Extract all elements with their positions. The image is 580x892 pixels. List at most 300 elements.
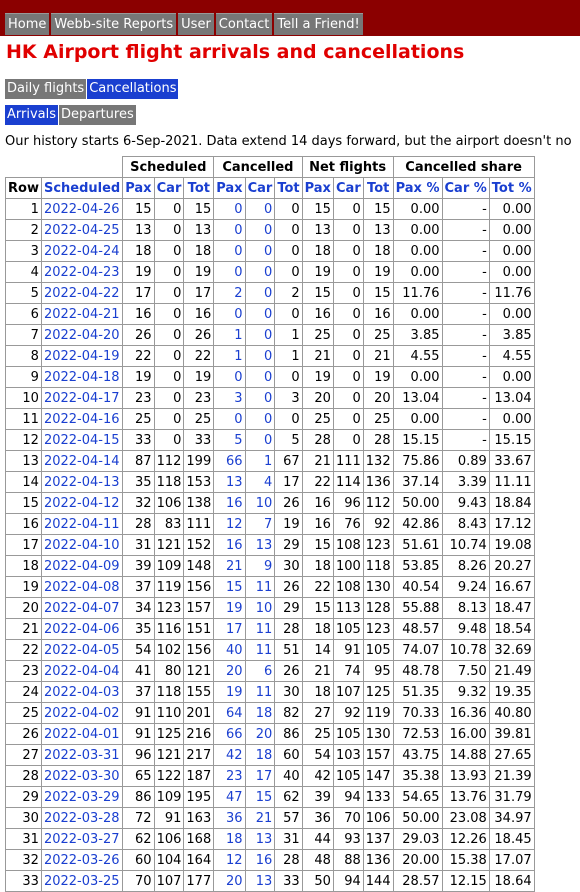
table-cell: [214, 640, 245, 661]
group-cancelled-share: Cancelled share: [393, 157, 534, 178]
table-cell: 19: [184, 262, 214, 283]
table-cell: 13.76: [442, 787, 489, 808]
column-header[interactable]: Pax: [214, 178, 245, 199]
table-cell: 0: [154, 430, 184, 451]
table-cell: [214, 661, 245, 682]
date-link[interactable]: 2022-03-26: [43, 852, 120, 868]
table-cell: 67: [275, 451, 302, 472]
date-link[interactable]: 2022-04-19: [43, 348, 120, 364]
table-cell: 0: [275, 262, 302, 283]
table-cell: 15: [302, 535, 333, 556]
table-cell: 39: [302, 787, 333, 808]
table-cell: 121: [154, 535, 184, 556]
cancelled-link[interactable]: 0: [264, 243, 273, 259]
cancelled-link[interactable]: 0: [234, 411, 243, 427]
cancelled-link[interactable]: 23: [226, 768, 243, 784]
cancelled-link[interactable]: 0: [264, 411, 273, 427]
table-cell: 217: [184, 745, 214, 766]
table-cell: 60: [123, 850, 154, 871]
cancelled-link[interactable]: 0: [264, 201, 273, 217]
table-cell: 0.00: [489, 199, 534, 220]
date-link[interactable]: 2022-04-02: [43, 705, 120, 721]
table-cell: 23: [6, 661, 42, 682]
table-cell: 9.43: [442, 493, 489, 514]
nav-home[interactable]: Home: [5, 13, 49, 35]
table-cell: [214, 367, 245, 388]
date-link[interactable]: 2022-04-03: [43, 684, 120, 700]
table-cell: 83: [154, 514, 184, 535]
table-cell: 17: [275, 472, 302, 493]
table-cell: 70: [123, 871, 154, 892]
table-cell: 0: [333, 409, 363, 430]
table-cell: [245, 556, 275, 577]
cancelled-link[interactable]: 18: [255, 705, 273, 721]
date-link[interactable]: 2022-03-30: [43, 768, 120, 784]
table-cell: 0: [154, 199, 184, 220]
column-header[interactable]: Tot: [275, 178, 302, 199]
table-cell: 164: [184, 850, 214, 871]
column-header[interactable]: Car: [333, 178, 363, 199]
table-cell: [214, 346, 245, 367]
cancelled-link[interactable]: 16: [226, 537, 243, 553]
date-link[interactable]: 2022-04-22: [43, 285, 120, 301]
cancelled-link[interactable]: 0: [264, 306, 273, 322]
cancelled-link[interactable]: 21: [255, 810, 273, 826]
table-cell: 15: [363, 199, 393, 220]
table-cell: [245, 451, 275, 472]
table-cell: 106: [154, 493, 184, 514]
group-cancelled: Cancelled: [214, 157, 302, 178]
table-cell: [245, 724, 275, 745]
table-cell: [41, 640, 122, 661]
date-link[interactable]: 2022-03-29: [43, 789, 120, 805]
table-row: [6, 325, 535, 346]
cancelled-link[interactable]: 13: [255, 831, 273, 847]
cancelled-link[interactable]: 0: [234, 222, 243, 238]
date-link[interactable]: 2022-04-12: [43, 495, 120, 511]
cancelled-link[interactable]: 0: [264, 327, 273, 343]
table-cell: 18.45: [489, 829, 534, 850]
date-link[interactable]: 2022-04-17: [43, 390, 120, 406]
table-cell: 15: [123, 199, 154, 220]
table-cell: [214, 577, 245, 598]
table-cell: 102: [154, 640, 184, 661]
cancelled-link[interactable]: 13: [255, 537, 273, 553]
table-cell: 50: [302, 871, 333, 892]
date-link[interactable]: 2022-04-15: [43, 432, 120, 448]
table-cell: 55.88: [393, 598, 442, 619]
table-cell: 40.80: [489, 703, 534, 724]
tab-departures[interactable]: Departures: [59, 105, 136, 125]
table-cell: 0: [333, 220, 363, 241]
column-header[interactable]: Pax: [123, 178, 154, 199]
cancelled-link[interactable]: 15: [255, 789, 273, 805]
tab-cancellations[interactable]: Cancellations: [87, 79, 178, 99]
table-cell: 19: [363, 367, 393, 388]
table-cell: 17.12: [489, 514, 534, 535]
table-cell: 0: [154, 409, 184, 430]
cancelled-link[interactable]: 0: [234, 201, 243, 217]
cancelled-link[interactable]: 12: [226, 852, 243, 868]
table-cell: [245, 661, 275, 682]
table-row: [6, 367, 535, 388]
table-cell: 0.00: [393, 241, 442, 262]
table-row: [6, 703, 535, 724]
table-cell: 32.69: [489, 640, 534, 661]
table-cell: 48: [302, 850, 333, 871]
table-cell: 92: [363, 514, 393, 535]
column-header[interactable]: Car: [245, 178, 275, 199]
table-cell: -: [442, 430, 489, 451]
date-link[interactable]: 2022-04-14: [43, 453, 120, 469]
table-cell: [245, 283, 275, 304]
table-cell: 19: [123, 367, 154, 388]
cancelled-link[interactable]: 0: [234, 306, 243, 322]
cancelled-link[interactable]: 4: [264, 474, 273, 490]
date-link[interactable]: 2022-04-10: [43, 537, 120, 553]
table-cell: 75.86: [393, 451, 442, 472]
date-link[interactable]: 2022-04-24: [43, 243, 120, 259]
table-cell: 125: [154, 724, 184, 745]
cancelled-link[interactable]: 66: [226, 453, 243, 469]
table-cell: 0.00: [393, 220, 442, 241]
date-link[interactable]: 2022-04-16: [43, 411, 120, 427]
column-header[interactable]: Tot: [363, 178, 393, 199]
nav-tell-a-friend[interactable]: Tell a Friend!: [274, 13, 362, 35]
table-row: [6, 430, 535, 451]
table-cell: 147: [363, 766, 393, 787]
table-cell: 12.15: [442, 871, 489, 892]
column-header[interactable]: Tot %: [489, 178, 534, 199]
table-cell: -: [442, 220, 489, 241]
table-cell: 3.85: [393, 325, 442, 346]
table-cell: 28: [275, 850, 302, 871]
table-cell: 18.64: [489, 871, 534, 892]
column-header[interactable]: Tot: [184, 178, 214, 199]
table-cell: 29.03: [393, 829, 442, 850]
date-link[interactable]: 2022-04-25: [43, 222, 120, 238]
table-cell: [214, 766, 245, 787]
date-link[interactable]: 2022-04-09: [43, 558, 120, 574]
table-cell: [214, 787, 245, 808]
table-cell: 37.14: [393, 472, 442, 493]
table-cell: 3: [275, 388, 302, 409]
table-cell: 20.00: [393, 850, 442, 871]
table-row: [6, 304, 535, 325]
cancelled-link[interactable]: 11: [255, 642, 273, 658]
table-cell: -: [442, 262, 489, 283]
table-cell: 157: [184, 598, 214, 619]
table-cell: 31: [6, 829, 42, 850]
cancelled-link[interactable]: 16: [255, 852, 273, 868]
table-cell: 16.00: [442, 724, 489, 745]
table-cell: 94: [333, 787, 363, 808]
table-cell: 130: [363, 577, 393, 598]
column-header: Row: [6, 178, 42, 199]
cancelled-link[interactable]: 13: [226, 474, 243, 490]
cancelled-link[interactable]: 0: [234, 243, 243, 259]
table-cell: 80: [154, 661, 184, 682]
table-cell: 18: [6, 556, 42, 577]
table-row: [6, 556, 535, 577]
table-cell: 88: [333, 850, 363, 871]
table-cell: 34: [123, 598, 154, 619]
cancelled-link[interactable]: 1: [234, 327, 243, 343]
table-cell: 0: [275, 304, 302, 325]
date-link[interactable]: 2022-04-18: [43, 369, 120, 385]
cancelled-link[interactable]: 19: [226, 600, 243, 616]
cancelled-link[interactable]: 15: [226, 579, 243, 595]
table-cell: 20: [363, 388, 393, 409]
table-cell: 18: [184, 241, 214, 262]
date-link[interactable]: 2022-04-13: [43, 474, 120, 490]
table-cell: 50.00: [393, 808, 442, 829]
cancelled-link[interactable]: 40: [226, 642, 243, 658]
column-header[interactable]: Car %: [442, 178, 489, 199]
table-cell: 13.93: [442, 766, 489, 787]
cancelled-link[interactable]: 21: [226, 558, 243, 574]
nav-contact[interactable]: Contact: [216, 13, 273, 35]
table-cell: 70: [333, 808, 363, 829]
cancelled-link[interactable]: 0: [264, 264, 273, 280]
cancelled-link[interactable]: 64: [226, 705, 243, 721]
column-header[interactable]: Pax %: [393, 178, 442, 199]
date-link[interactable]: 2022-04-20: [43, 327, 120, 343]
table-cell: 18.84: [489, 493, 534, 514]
cancelled-link[interactable]: 11: [255, 579, 273, 595]
cancelled-link[interactable]: 0: [264, 390, 273, 406]
table-cell: 23.08: [442, 808, 489, 829]
table-cell: 112: [154, 451, 184, 472]
table-cell: 19: [363, 262, 393, 283]
table-cell: 21: [363, 346, 393, 367]
table-cell: [41, 661, 122, 682]
cancelled-link[interactable]: 0: [234, 369, 243, 385]
tab-daily-flights[interactable]: Daily flights: [5, 79, 86, 99]
cancelled-link[interactable]: 13: [255, 873, 273, 889]
table-cell: [214, 808, 245, 829]
cancelled-link[interactable]: 2: [234, 285, 243, 301]
table-cell: 201: [184, 703, 214, 724]
date-link[interactable]: 2022-04-01: [43, 726, 120, 742]
table-cell: 0: [275, 409, 302, 430]
table-cell: [214, 388, 245, 409]
table-cell: 74.07: [393, 640, 442, 661]
table-cell: 13: [6, 451, 42, 472]
date-link[interactable]: 2022-03-27: [43, 831, 120, 847]
table-cell: 136: [363, 472, 393, 493]
table-cell: 18: [302, 682, 333, 703]
cancelled-link[interactable]: 0: [264, 432, 273, 448]
table-cell: 113: [333, 598, 363, 619]
table-cell: 33: [6, 871, 42, 892]
table-cell: [245, 346, 275, 367]
cancelled-link[interactable]: 1: [264, 453, 273, 469]
table-cell: 32: [6, 850, 42, 871]
date-link[interactable]: 2022-04-07: [43, 600, 120, 616]
cancelled-link[interactable]: 17: [226, 621, 243, 637]
blank-header: [6, 157, 123, 178]
table-cell: 18.47: [489, 598, 534, 619]
group-scheduled: Scheduled: [123, 157, 214, 178]
table-cell: 16: [123, 304, 154, 325]
table-cell: [214, 556, 245, 577]
table-cell: 28: [123, 514, 154, 535]
date-link[interactable]: 2022-04-05: [43, 642, 120, 658]
table-cell: 111: [184, 514, 214, 535]
table-cell: 28: [6, 766, 42, 787]
cancelled-link[interactable]: 0: [264, 222, 273, 238]
cancelled-link[interactable]: 0: [264, 348, 273, 364]
table-row: [6, 682, 535, 703]
cancelled-link[interactable]: 0: [264, 285, 273, 301]
table-cell: 13: [184, 220, 214, 241]
table-cell: [41, 199, 122, 220]
table-cell: 91: [123, 724, 154, 745]
table-cell: 40: [275, 766, 302, 787]
table-cell: 15: [302, 199, 333, 220]
cancelled-link[interactable]: 36: [226, 810, 243, 826]
table-row: [6, 640, 535, 661]
tab-arrivals[interactable]: Arrivals: [5, 105, 58, 125]
table-row: [6, 535, 535, 556]
date-link[interactable]: 2022-03-25: [43, 873, 120, 889]
table-cell: 0.00: [393, 409, 442, 430]
nav-webb-site-reports[interactable]: Webb-site Reports: [51, 13, 176, 35]
table-cell: [245, 787, 275, 808]
table-cell: 15.38: [442, 850, 489, 871]
table-cell: 177: [184, 871, 214, 892]
table-cell: 9.24: [442, 577, 489, 598]
cancelled-link[interactable]: 20: [255, 726, 273, 742]
table-cell: [245, 514, 275, 535]
table-cell: 57: [275, 808, 302, 829]
cancelled-link[interactable]: 1: [234, 348, 243, 364]
cancelled-link[interactable]: 66: [226, 726, 243, 742]
table-cell: 0.00: [489, 262, 534, 283]
column-header[interactable]: Pax: [302, 178, 333, 199]
table-cell: -: [442, 346, 489, 367]
table-cell: 13: [363, 220, 393, 241]
table-cell: [245, 325, 275, 346]
table-cell: 13.04: [489, 388, 534, 409]
cancelled-link[interactable]: 16: [226, 495, 243, 511]
table-cell: 0: [154, 220, 184, 241]
cancelled-link[interactable]: 0: [234, 264, 243, 280]
table-row: [6, 850, 535, 871]
table-cell: 122: [154, 766, 184, 787]
cancelled-link[interactable]: 20: [226, 663, 243, 679]
date-link[interactable]: 2022-04-21: [43, 306, 120, 322]
table-cell: 119: [154, 577, 184, 598]
table-cell: 138: [184, 493, 214, 514]
cancelled-link[interactable]: 18: [255, 747, 273, 763]
cancelled-link[interactable]: 6: [264, 663, 273, 679]
table-cell: [41, 619, 122, 640]
table-cell: 95: [363, 661, 393, 682]
table-cell: [214, 619, 245, 640]
table-cell: 11: [6, 409, 42, 430]
table-cell: 18: [302, 556, 333, 577]
column-header[interactable]: Scheduled: [41, 178, 122, 199]
cancelled-link[interactable]: 7: [264, 516, 273, 532]
nav-user[interactable]: User: [178, 13, 214, 35]
cancelled-link[interactable]: 5: [234, 432, 243, 448]
table-cell: [41, 409, 122, 430]
column-header[interactable]: Car: [154, 178, 184, 199]
date-link[interactable]: 2022-04-11: [43, 516, 120, 532]
date-link[interactable]: 2022-04-08: [43, 579, 120, 595]
table-cell: 72.53: [393, 724, 442, 745]
table-cell: 16.67: [489, 577, 534, 598]
table-cell: 10: [6, 388, 42, 409]
table-cell: [245, 682, 275, 703]
table-cell: -: [442, 367, 489, 388]
table-cell: 21: [302, 451, 333, 472]
table-cell: 20.27: [489, 556, 534, 577]
cancelled-link[interactable]: 12: [226, 516, 243, 532]
table-cell: 121: [154, 745, 184, 766]
table-cell: 0: [333, 346, 363, 367]
cancelled-link[interactable]: 9: [264, 558, 273, 574]
cancelled-link[interactable]: 10: [255, 495, 273, 511]
cancelled-link[interactable]: 47: [226, 789, 243, 805]
table-cell: 37: [123, 682, 154, 703]
table-cell: 163: [184, 808, 214, 829]
table-cell: 187: [184, 766, 214, 787]
table-cell: 25: [302, 724, 333, 745]
date-link[interactable]: 2022-04-26: [43, 201, 120, 217]
table-row: [6, 220, 535, 241]
table-cell: 1: [275, 346, 302, 367]
table-cell: 19.35: [489, 682, 534, 703]
table-row: [6, 409, 535, 430]
cancelled-link[interactable]: 11: [255, 621, 273, 637]
date-link[interactable]: 2022-03-28: [43, 810, 120, 826]
table-cell: 19: [275, 514, 302, 535]
cancelled-link[interactable]: 18: [226, 831, 243, 847]
cancelled-link[interactable]: 10: [255, 600, 273, 616]
direction-tabs: [5, 105, 137, 125]
cancelled-link[interactable]: 11: [255, 684, 273, 700]
cancelled-link[interactable]: 17: [255, 768, 273, 784]
table-cell: 100: [333, 556, 363, 577]
date-link[interactable]: 2022-04-06: [43, 621, 120, 637]
date-link[interactable]: 2022-04-04: [43, 663, 120, 679]
table-cell: 76: [333, 514, 363, 535]
date-link[interactable]: 2022-04-23: [43, 264, 120, 280]
table-cell: 26: [275, 577, 302, 598]
cancelled-link[interactable]: 3: [234, 390, 243, 406]
table-cell: 96: [333, 493, 363, 514]
table-cell: -: [442, 199, 489, 220]
table-cell: 132: [363, 451, 393, 472]
date-link[interactable]: 2022-03-31: [43, 747, 120, 763]
table-cell: 28.57: [393, 871, 442, 892]
cancelled-link[interactable]: 20: [226, 873, 243, 889]
table-cell: 0.00: [393, 199, 442, 220]
table-cell: 153: [184, 472, 214, 493]
top-nav: [5, 13, 365, 35]
table-cell: 7: [6, 325, 42, 346]
cancelled-link[interactable]: 42: [226, 747, 243, 763]
cancelled-link[interactable]: 19: [226, 684, 243, 700]
table-cell: [214, 829, 245, 850]
cancelled-link[interactable]: 0: [264, 369, 273, 385]
table-cell: [41, 577, 122, 598]
table-cell: 15: [363, 283, 393, 304]
table-cell: 0.00: [393, 304, 442, 325]
